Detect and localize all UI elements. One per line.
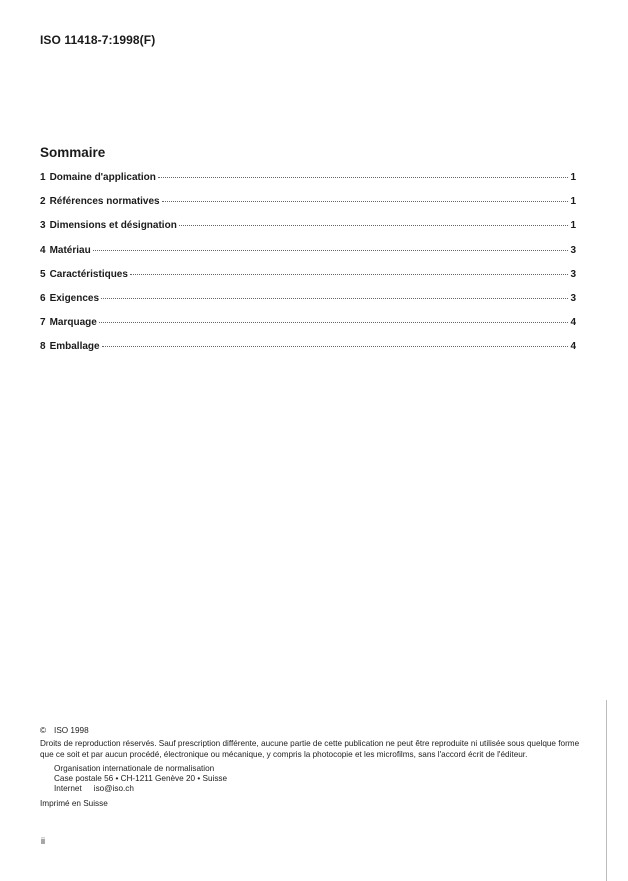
toc-entry[interactable] bbox=[40, 317, 576, 341]
copyright-symbol: © bbox=[40, 726, 47, 735]
toc-entry[interactable] bbox=[40, 293, 576, 317]
toc-entry-page: 3 bbox=[570, 268, 576, 280]
copyright-line bbox=[40, 726, 590, 736]
toc-entry[interactable] bbox=[40, 196, 576, 220]
scan-edge-line bbox=[606, 700, 607, 881]
organisation-name: Organisation internationale de normalisation bbox=[54, 763, 215, 773]
toc-entry-number: 4 bbox=[40, 244, 46, 256]
toc-entry-page: 3 bbox=[570, 244, 576, 256]
toc-leader-dots bbox=[99, 322, 568, 323]
toc-entry-number: 5 bbox=[40, 268, 46, 280]
copyright-footer bbox=[40, 726, 590, 809]
toc-entry-page: 1 bbox=[570, 220, 576, 232]
toc-leader-dots bbox=[101, 298, 568, 299]
toc-entry-label: Marquage bbox=[49, 317, 97, 329]
organisation-block bbox=[54, 764, 590, 795]
table-of-contents bbox=[40, 172, 576, 366]
toc-entry-label: Domaine d'application bbox=[49, 172, 156, 183]
toc-leader-dots bbox=[162, 201, 568, 202]
toc-entry-number: 2 bbox=[40, 196, 46, 208]
toc-entry-label: Emballage bbox=[49, 341, 100, 353]
printed-in: Imprimé en Suisse bbox=[40, 798, 108, 808]
rights-statement: Droits de reproduction réservés. Sauf prescription différente, aucune partie de cette publication ne peut être reproduite ni utilisée sous quelque forme que ce soit et par aucun procédé, électronique ou mécanique, y compris la photocopie et les microfilms, sans l'accord écrit de l'éditeur. bbox=[40, 739, 580, 759]
toc-entry-label: Exigences bbox=[49, 292, 100, 304]
copyright-text: ISO 1998 bbox=[54, 726, 89, 735]
toc-entry-label: Dimensions et désignation bbox=[49, 220, 177, 232]
toc-entry-number: 3 bbox=[40, 220, 46, 232]
toc-entry[interactable] bbox=[40, 220, 576, 244]
toc-entry-label: Références normatives bbox=[49, 196, 160, 208]
toc-entry[interactable] bbox=[40, 172, 576, 196]
toc-entry-page: 4 bbox=[570, 317, 576, 329]
internet-email[interactable]: iso@iso.ch bbox=[93, 784, 134, 794]
toc-leader-dots bbox=[93, 250, 568, 251]
toc-entry-page: 3 bbox=[570, 292, 576, 304]
toc-entry[interactable] bbox=[40, 269, 576, 293]
page-number: ii bbox=[41, 836, 45, 846]
toc-entry-number: 7 bbox=[40, 317, 46, 329]
toc-leader-dots bbox=[130, 274, 568, 275]
toc-entry-page: 4 bbox=[570, 341, 576, 353]
toc-entry-number: 8 bbox=[40, 341, 46, 353]
toc-entry-page: 1 bbox=[570, 196, 576, 208]
toc-entry-label: Caractéristiques bbox=[49, 268, 128, 280]
toc-entry-page: 1 bbox=[570, 172, 576, 183]
document-identifier: ISO 11418-7:1998(F) bbox=[40, 33, 156, 47]
toc-leader-dots bbox=[158, 177, 568, 178]
internet-label: Internet bbox=[54, 784, 82, 794]
toc-entry[interactable] bbox=[40, 341, 576, 365]
toc-entry-number: 1 bbox=[40, 172, 46, 183]
toc-leader-dots bbox=[102, 346, 568, 347]
toc-entry-number: 6 bbox=[40, 292, 46, 304]
toc-title: Sommaire bbox=[40, 145, 106, 160]
toc-leader-dots bbox=[179, 225, 568, 226]
organisation-address: Case postale 56 • CH-1211 Genève 20 • Suisse bbox=[54, 774, 228, 784]
toc-entry[interactable] bbox=[40, 245, 576, 269]
internet-line bbox=[54, 784, 590, 794]
toc-entry-label: Matériau bbox=[49, 244, 91, 256]
